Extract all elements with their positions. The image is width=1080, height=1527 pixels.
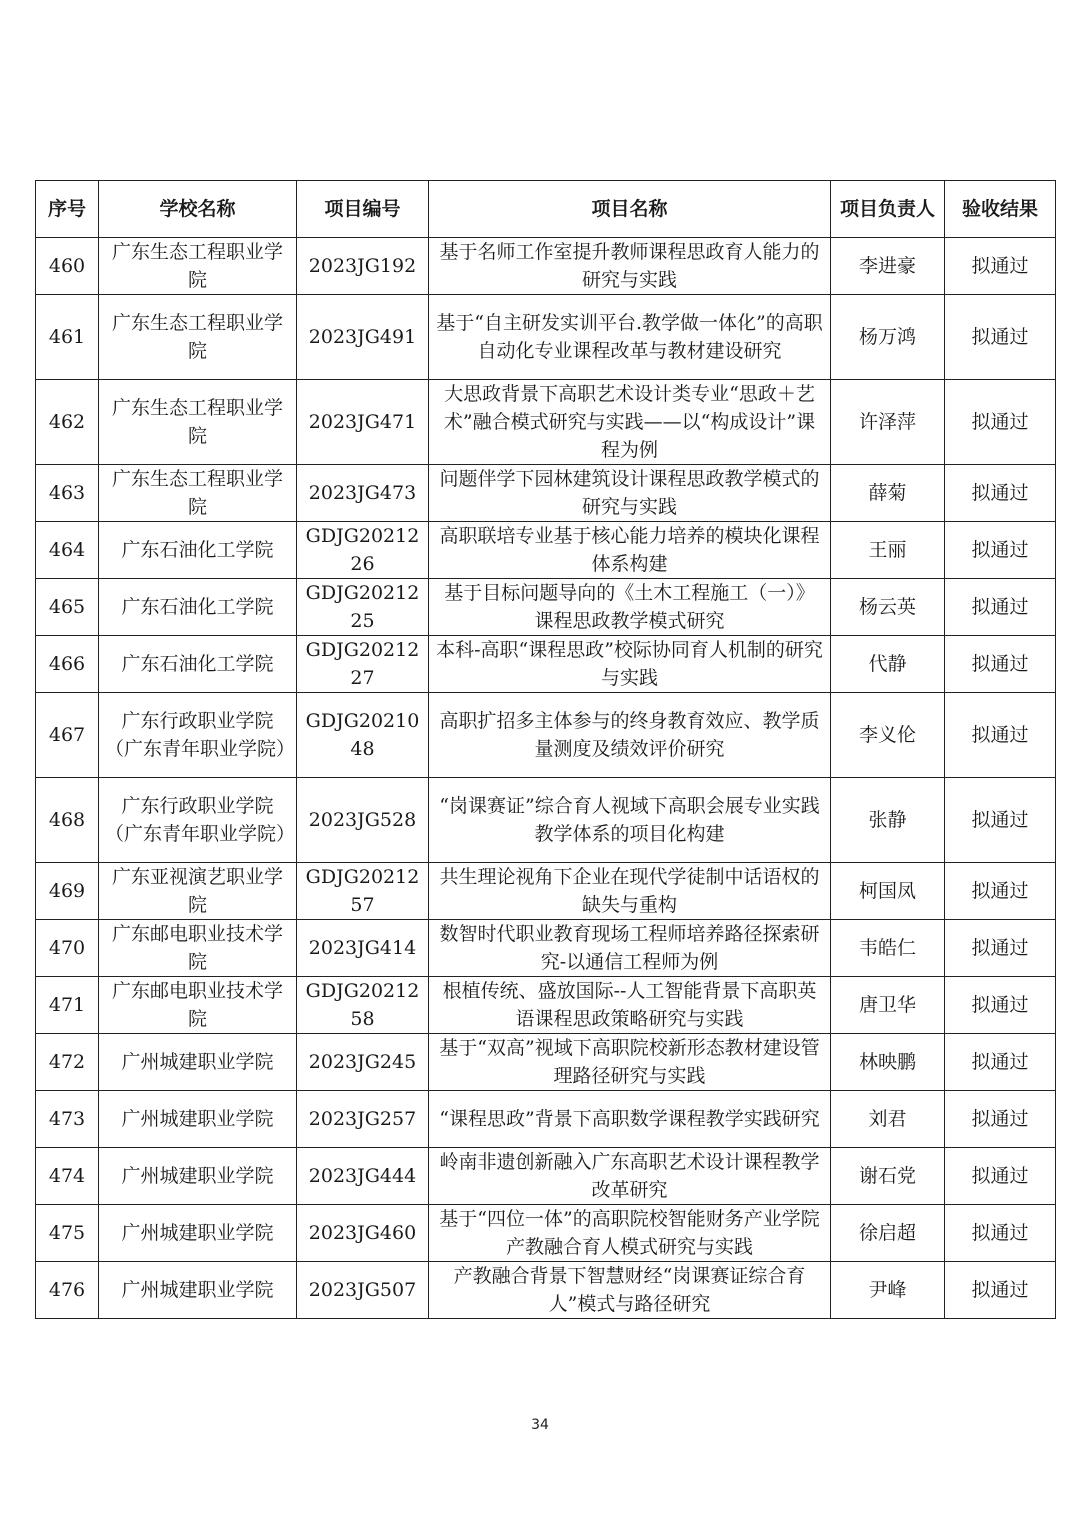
cell-school: 广州城建职业学院 bbox=[99, 1205, 297, 1262]
cell-result: 拟通过 bbox=[945, 863, 1056, 920]
cell-school: 广东石油化工学院 bbox=[99, 636, 297, 693]
cell-project-name: 共生理论视角下企业在现代学徒制中话语权的缺失与重构 bbox=[429, 863, 831, 920]
cell-school: 广东生态工程职业学院 bbox=[99, 238, 297, 295]
table-row bbox=[36, 920, 1056, 977]
table-row bbox=[36, 579, 1056, 636]
cell-result: 拟通过 bbox=[945, 1091, 1056, 1148]
cell-project-name: 岭南非遗创新融入广东高职艺术设计课程教学改革研究 bbox=[429, 1148, 831, 1205]
table-row bbox=[36, 522, 1056, 579]
table-row bbox=[36, 1034, 1056, 1091]
cell-code: GDJG2021257 bbox=[297, 863, 429, 920]
cell-code: GDJG2021225 bbox=[297, 579, 429, 636]
page-number: 34 bbox=[531, 1417, 549, 1433]
cell-project-name: 数智时代职业教育现场工程师培养路径探索研究-以通信工程师为例 bbox=[429, 920, 831, 977]
table-row bbox=[36, 1205, 1056, 1262]
table-row bbox=[36, 693, 1056, 778]
table-row bbox=[36, 863, 1056, 920]
cell-leader: 刘君 bbox=[831, 1091, 945, 1148]
cell-code: 2023JG471 bbox=[297, 380, 429, 465]
cell-code: 2023JG444 bbox=[297, 1148, 429, 1205]
cell-no: 474 bbox=[36, 1148, 99, 1205]
cell-result: 拟通过 bbox=[945, 579, 1056, 636]
table-row bbox=[36, 1148, 1056, 1205]
cell-result: 拟通过 bbox=[945, 977, 1056, 1034]
cell-code: GDJG2021227 bbox=[297, 636, 429, 693]
cell-code: 2023JG473 bbox=[297, 465, 429, 522]
header-leader: 项目负责人 bbox=[831, 181, 945, 238]
cell-project-name: “岗课赛证”综合育人视域下高职会展专业实践教学体系的项目化构建 bbox=[429, 778, 831, 863]
cell-project-name: 本科-高职“课程思政”校际协同育人机制的研究与实践 bbox=[429, 636, 831, 693]
table-header bbox=[36, 181, 1056, 238]
cell-school: 广东石油化工学院 bbox=[99, 522, 297, 579]
cell-result: 拟通过 bbox=[945, 920, 1056, 977]
cell-no: 469 bbox=[36, 863, 99, 920]
cell-leader: 谢石党 bbox=[831, 1148, 945, 1205]
cell-project-name: 高职联培专业基于核心能力培养的模块化课程体系构建 bbox=[429, 522, 831, 579]
cell-leader: 林映鹏 bbox=[831, 1034, 945, 1091]
cell-school: 广东行政职业学院（广东青年职业学院） bbox=[99, 778, 297, 863]
header-name: 项目名称 bbox=[429, 181, 831, 238]
cell-no: 461 bbox=[36, 295, 99, 380]
cell-leader: 尹峰 bbox=[831, 1262, 945, 1319]
cell-school: 广东石油化工学院 bbox=[99, 579, 297, 636]
cell-result: 拟通过 bbox=[945, 1034, 1056, 1091]
cell-project-name: 产教融合背景下智慧财经“岗课赛证综合育人”模式与路径研究 bbox=[429, 1262, 831, 1319]
table-row bbox=[36, 778, 1056, 863]
cell-result: 拟通过 bbox=[945, 1148, 1056, 1205]
cell-leader: 杨云英 bbox=[831, 579, 945, 636]
cell-code: 2023JG491 bbox=[297, 295, 429, 380]
cell-code: 2023JG414 bbox=[297, 920, 429, 977]
cell-no: 475 bbox=[36, 1205, 99, 1262]
cell-code: 2023JG257 bbox=[297, 1091, 429, 1148]
cell-project-name: 基于名师工作室提升教师课程思政育人能力的研究与实践 bbox=[429, 238, 831, 295]
cell-school: 广东邮电职业技术学院 bbox=[99, 977, 297, 1034]
table-row bbox=[36, 1262, 1056, 1319]
cell-result: 拟通过 bbox=[945, 1205, 1056, 1262]
cell-no: 463 bbox=[36, 465, 99, 522]
cell-leader: 许泽萍 bbox=[831, 380, 945, 465]
cell-school: 广东邮电职业技术学院 bbox=[99, 920, 297, 977]
table-row bbox=[36, 636, 1056, 693]
cell-leader: 李进豪 bbox=[831, 238, 945, 295]
cell-result: 拟通过 bbox=[945, 636, 1056, 693]
table-body bbox=[36, 238, 1056, 1319]
cell-leader: 薛菊 bbox=[831, 465, 945, 522]
cell-no: 471 bbox=[36, 977, 99, 1034]
cell-school: 广州城建职业学院 bbox=[99, 1148, 297, 1205]
cell-result: 拟通过 bbox=[945, 522, 1056, 579]
cell-leader: 柯国凤 bbox=[831, 863, 945, 920]
header-school: 学校名称 bbox=[99, 181, 297, 238]
cell-school: 广东生态工程职业学院 bbox=[99, 295, 297, 380]
cell-no: 470 bbox=[36, 920, 99, 977]
cell-project-name: 问题伴学下园林建筑设计课程思政教学模式的研究与实践 bbox=[429, 465, 831, 522]
cell-result: 拟通过 bbox=[945, 295, 1056, 380]
cell-leader: 徐启超 bbox=[831, 1205, 945, 1262]
cell-no: 472 bbox=[36, 1034, 99, 1091]
cell-project-name: 基于“双高”视域下高职院校新形态教材建设管理路径研究与实践 bbox=[429, 1034, 831, 1091]
table-row bbox=[36, 238, 1056, 295]
cell-leader: 韦皓仁 bbox=[831, 920, 945, 977]
cell-result: 拟通过 bbox=[945, 778, 1056, 863]
cell-school: 广州城建职业学院 bbox=[99, 1091, 297, 1148]
cell-leader: 李义伦 bbox=[831, 693, 945, 778]
cell-no: 460 bbox=[36, 238, 99, 295]
cell-project-name: 高职扩招多主体参与的终身教育效应、教学质量测度及绩效评价研究 bbox=[429, 693, 831, 778]
cell-result: 拟通过 bbox=[945, 238, 1056, 295]
table-row bbox=[36, 465, 1056, 522]
cell-result: 拟通过 bbox=[945, 693, 1056, 778]
cell-code: 2023JG507 bbox=[297, 1262, 429, 1319]
project-acceptance-table bbox=[35, 180, 1056, 1319]
cell-code: 2023JG192 bbox=[297, 238, 429, 295]
cell-result: 拟通过 bbox=[945, 1262, 1056, 1319]
header-code: 项目编号 bbox=[297, 181, 429, 238]
cell-school: 广东生态工程职业学院 bbox=[99, 465, 297, 522]
cell-leader: 张静 bbox=[831, 778, 945, 863]
cell-code: 2023JG245 bbox=[297, 1034, 429, 1091]
table-row bbox=[36, 977, 1056, 1034]
cell-school: 广州城建职业学院 bbox=[99, 1262, 297, 1319]
cell-leader: 王丽 bbox=[831, 522, 945, 579]
cell-school: 广东亚视演艺职业学院 bbox=[99, 863, 297, 920]
cell-project-name: 基于“自主研发实训平台.教学做一体化”的高职自动化专业课程改革与教材建设研究 bbox=[429, 295, 831, 380]
header-no: 序号 bbox=[36, 181, 99, 238]
cell-school: 广东生态工程职业学院 bbox=[99, 380, 297, 465]
cell-project-name: “课程思政”背景下高职数学课程教学实践研究 bbox=[429, 1091, 831, 1148]
cell-leader: 杨万鸿 bbox=[831, 295, 945, 380]
cell-project-name: 基于目标问题导向的《土木工程施工（一）》课程思政教学模式研究 bbox=[429, 579, 831, 636]
cell-no: 464 bbox=[36, 522, 99, 579]
cell-project-name: 根植传统、盛放国际--人工智能背景下高职英语课程思政策略研究与实践 bbox=[429, 977, 831, 1034]
cell-result: 拟通过 bbox=[945, 380, 1056, 465]
cell-school: 广东行政职业学院（广东青年职业学院） bbox=[99, 693, 297, 778]
cell-school: 广州城建职业学院 bbox=[99, 1034, 297, 1091]
table-row bbox=[36, 295, 1056, 380]
table-row bbox=[36, 1091, 1056, 1148]
cell-no: 462 bbox=[36, 380, 99, 465]
cell-leader: 代静 bbox=[831, 636, 945, 693]
cell-leader: 唐卫华 bbox=[831, 977, 945, 1034]
header-row bbox=[36, 181, 1056, 238]
cell-no: 465 bbox=[36, 579, 99, 636]
cell-no: 473 bbox=[36, 1091, 99, 1148]
cell-code: GDJG2021048 bbox=[297, 693, 429, 778]
cell-no: 466 bbox=[36, 636, 99, 693]
table-row bbox=[36, 380, 1056, 465]
header-result: 验收结果 bbox=[945, 181, 1056, 238]
cell-result: 拟通过 bbox=[945, 465, 1056, 522]
cell-project-name: 基于“四位一体”的高职院校智能财务产业学院产教融合育人模式研究与实践 bbox=[429, 1205, 831, 1262]
cell-code: 2023JG528 bbox=[297, 778, 429, 863]
cell-no: 476 bbox=[36, 1262, 99, 1319]
cell-code: GDJG2021258 bbox=[297, 977, 429, 1034]
cell-project-name: 大思政背景下高职艺术设计类专业“思政＋艺术”融合模式研究与实践——以“构成设计”课程为例 bbox=[429, 380, 831, 465]
cell-no: 467 bbox=[36, 693, 99, 778]
cell-code: GDJG2021226 bbox=[297, 522, 429, 579]
cell-no: 468 bbox=[36, 778, 99, 863]
cell-code: 2023JG460 bbox=[297, 1205, 429, 1262]
